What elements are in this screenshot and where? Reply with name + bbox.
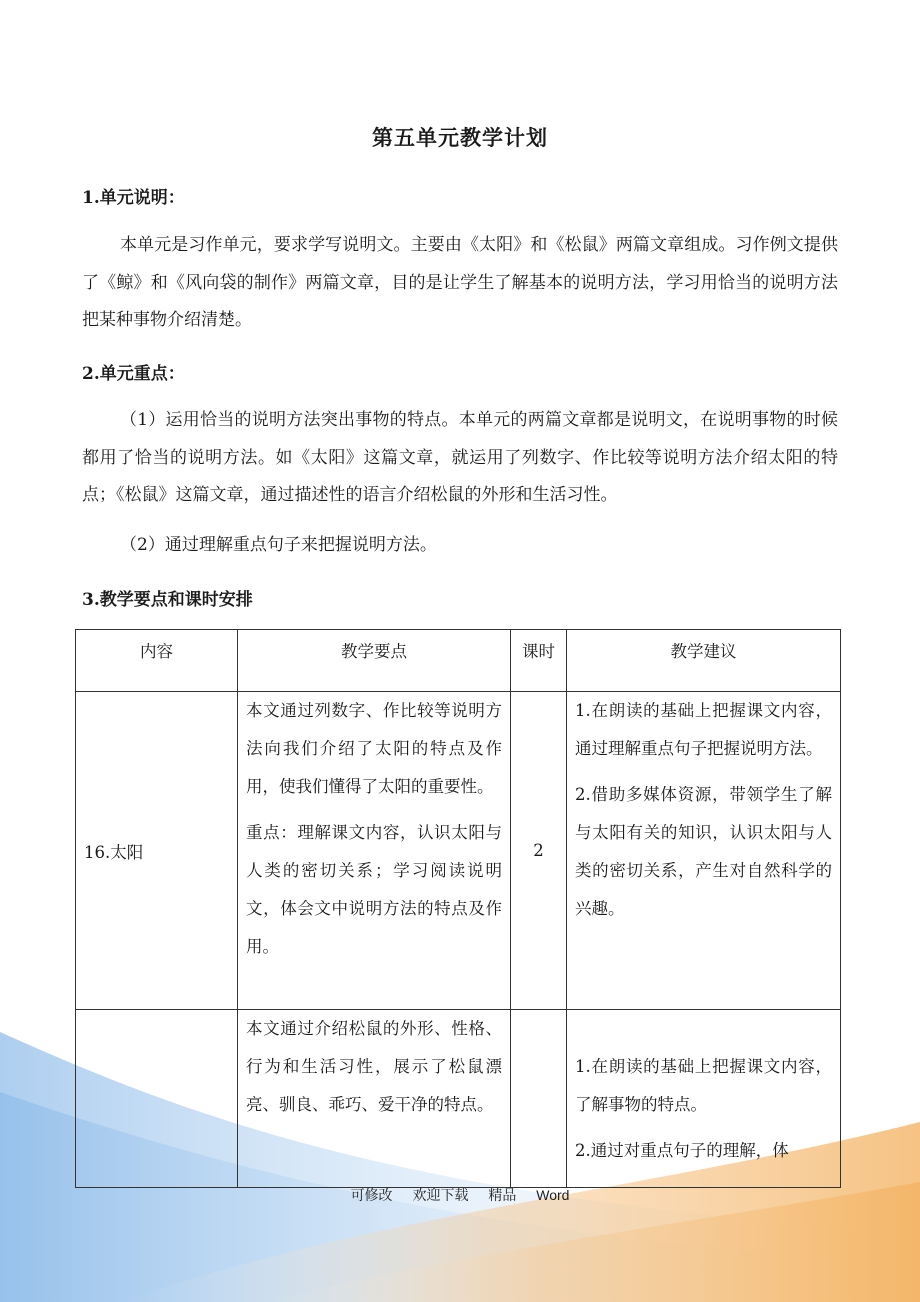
header-teaching-points: 教学要点 [238,630,511,692]
row2-hours [511,1010,567,1188]
section2-point2: （2）通过理解重点句子来把握说明方法。 [120,535,437,555]
teaching-plan-table [75,629,841,1188]
row1-points-p1: 本文通过列数字、作比较等说明方法向我们介绍了太阳的特点及作用，使我们懂得了太阳的重要性。 [246,701,502,796]
row2-points [238,1010,511,1188]
row2-advice-p2: 2.通过对重点句子的理解，体 [575,1141,789,1160]
footer-download: 欢迎下载 [412,1187,469,1203]
row2-content [76,1010,238,1188]
row1-content: 16.太阳 [76,692,238,1010]
section3-heading: 3.教学要点和课时安排 [82,590,253,610]
page-footer [0,1185,920,1205]
row2-advice [567,1010,841,1188]
header-teaching-advice: 教学建议 [567,630,841,692]
header-class-hours: 课时 [511,630,567,692]
row1-points [238,692,511,1010]
table-row [76,1010,841,1188]
row1-advice [567,692,841,1010]
table-header-row [76,630,841,692]
section1-text: 本单元是习作单元，要求学写说明文。主要由《太阳》和《松鼠》两篇文章组成。习作例文提供了《鲸》和《风向袋的制作》两篇文章，目的是让学生了解基本的说明方法，学习用恰当的说明方法把某种事物介绍清楚。 [82,235,838,330]
table-row [76,692,841,1010]
row1-advice-p2: 2.借助多媒体资源，带领学生了解与太阳有关的知识，认识太阳与人类的密切关系，产生对自然科学的兴趣。 [575,785,832,918]
row2-advice-p1: 1.在朗读的基础上把握课文内容，了解事物的特点。 [575,1057,832,1114]
header-content: 内容 [76,630,238,692]
row2-points-p1: 本文通过介绍松鼠的外形、性格、行为和生活习性，展示了松鼠漂亮、驯良、乖巧、爱干净的特点。 [246,1019,502,1114]
section2-point1: （1）运用恰当的说明方法突出事物的特点。本单元的两篇文章都是说明文，在说明事物的时候都用了恰当的说明方法。如《太阳》这篇文章，就运用了列数字、作比较等说明方法介绍太阳的特点；《松鼠》这篇文章，通过描述性的语言介绍松鼠的外形和生活习性。 [82,410,838,505]
row1-advice-p1: 1.在朗读的基础上把握课文内容，通过理解重点句子把握说明方法。 [575,701,832,758]
section2-heading: 2.单元重点： [82,364,185,384]
row1-hours: 2 [511,692,567,1010]
footer-editable: 可修改 [350,1187,393,1203]
row1-points-p2: 重点：理解课文内容，认识太阳与人类的密切关系；学习阅读说明文，体会文中说明方法的特点及作用。 [246,823,502,956]
page-title: 第五单元教学计划 [372,125,548,150]
footer-word: Word [536,1187,570,1203]
footer-quality: 精品 [488,1187,517,1203]
section1-heading: 1.单元说明： [82,188,185,208]
